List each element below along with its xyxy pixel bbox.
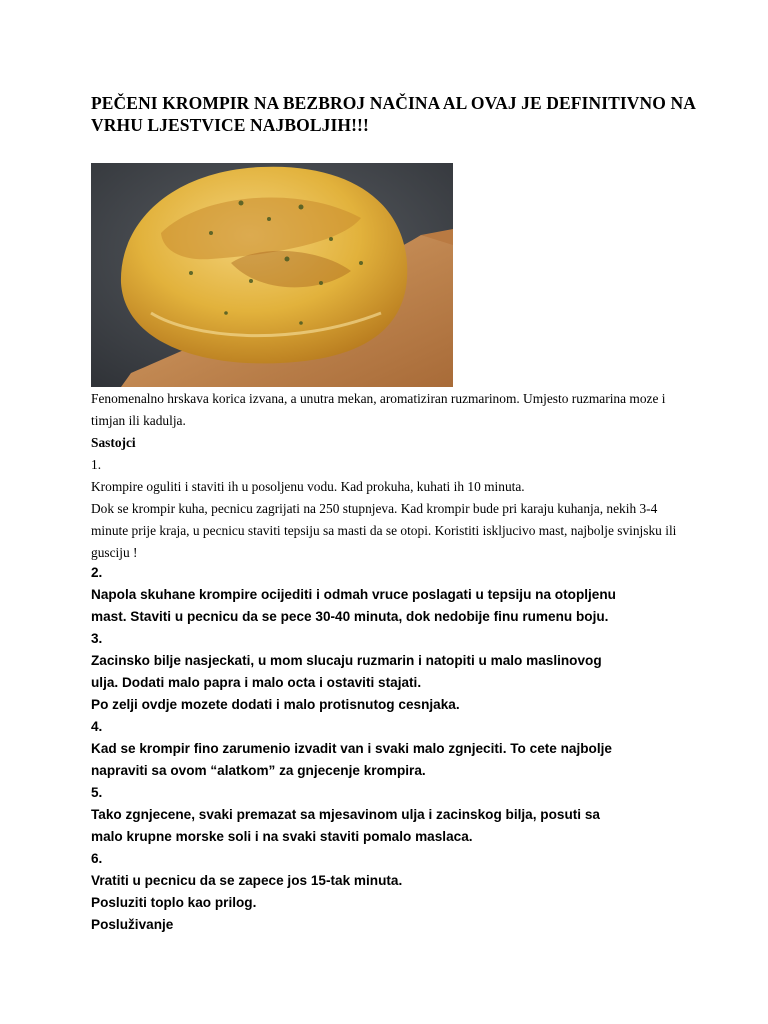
step-number: 4.: [91, 719, 103, 734]
step-5: [91, 782, 711, 848]
step-line: gusciju !: [91, 545, 138, 560]
step-line: malo krupne morske soli i na svaki staviti pomalo maslaca.: [91, 829, 473, 844]
step-line: Krompire oguliti i staviti ih u posoljenu vodu. Kad prokuha, kuhati ih 10 minuta.: [91, 479, 525, 494]
step-number: 2.: [91, 565, 103, 580]
intro-line: Fenomenalno hrskava korica izvana, a unutra mekan, aromatiziran ruzmarinom. Umjesto ruzmarina moze i: [91, 391, 666, 406]
step-line: Vratiti u pecnicu da se zapece jos 15-tak minuta.: [91, 873, 403, 888]
step-2: [91, 562, 711, 628]
step-line: Kad se krompir fino zarumenio izvadit van i svaki malo zgnjeciti. To cete najbolje: [91, 741, 612, 756]
steps-list: [91, 562, 711, 936]
intro-paragraph: [91, 388, 691, 432]
step-line: Tako zgnjecene, svaki premazat sa mjesavinom ulja i zacinskog bilja, posuti sa: [91, 807, 600, 822]
step-4: [91, 716, 711, 782]
serving-heading: Posluživanje: [91, 917, 174, 932]
step-line: Zacinsko bilje nasjeckati, u mom slucaju ruzmarin i natopiti u malo maslinovog: [91, 653, 602, 668]
step-number: 1.: [91, 457, 102, 472]
step-number: 6.: [91, 851, 103, 866]
step-line: Dok se krompir kuha, pecnicu zagrijati na 250 stupnjeva. Kad krompir bude pri karaju kuhanja, nekih 3-4: [91, 501, 658, 516]
step-line: minute prije kraja, u pecnicu staviti tepsiju sa masti da se otopi. Koristiti iskljucivo mast, najbolje svinjsku ili: [91, 523, 677, 538]
step-line: mast. Staviti u pecnicu da se pece 30-40 minuta, dok nedobije finu rumenu boju.: [91, 609, 609, 624]
step-line: Po zelji ovdje mozete dodati i malo protisnutog cesnjaka.: [91, 697, 460, 712]
step-number: 5.: [91, 785, 103, 800]
ingredients-heading: Sastojci: [91, 435, 136, 450]
step-number: 3.: [91, 631, 103, 646]
intro-line: timjan ili kadulja.: [91, 413, 186, 428]
step-line: Posluziti toplo kao prilog.: [91, 895, 257, 910]
page-title: PEČENI KROMPIR NA BEZBROJ NAČINA AL OVAJ JE DEFINITIVNO NA VRHU LJESTVICE NAJBOLJIH!!!: [91, 93, 695, 135]
step-line: Napola skuhane krompire ocijediti i odmah vruce poslagati u tepsiju na otopljenu: [91, 587, 616, 602]
baked-potato-photo: [91, 163, 453, 387]
step-line: napraviti sa ovom “alatkom” za gnjecenje krompira.: [91, 763, 426, 778]
step-1: [91, 454, 691, 564]
step-line: ulja. Dodati malo papra i malo octa i ostaviti stajati.: [91, 675, 422, 690]
step-3: [91, 628, 711, 716]
step-6: [91, 848, 711, 914]
